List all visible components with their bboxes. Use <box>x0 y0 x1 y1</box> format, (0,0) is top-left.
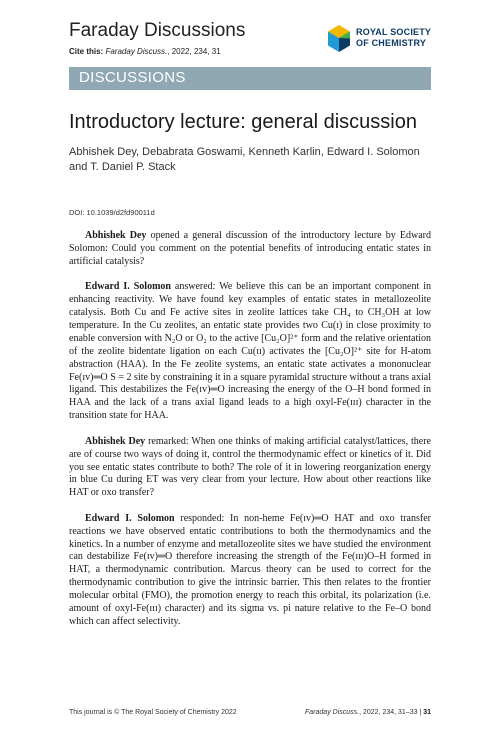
paragraph <box>69 281 431 423</box>
journal-title: Faraday Discussions <box>69 20 246 41</box>
author-list: Abhishek Dey, Debabrata Goswami, Kenneth Karlin, Edward I. Solomon and T. Daniel P. Stack <box>69 146 420 173</box>
speaker-name: Abhishek Dey <box>85 435 146 447</box>
paragraph-text: answered: We believe this can be an important component in enhancing reactivity. We have found key examples of entatic states in metallozeolite catalysis. Both Cu and Fe active sites in zeolite lattices take CH₄ to CH₃OH at low temperature. In the Cu zeolites, an entatic state provides two Cu(ɪ) in close proximity to enable conversion with N₂O or O₂ to the active [Cu₂O]²⁺ form and the relative orientation of the zeolite bidentate ligation on each Cu(ɪɪ) activates the [Cu₂O]²⁺ site for H-atom abstraction (HAA). In the Fe zeolite systems, an entatic state activates a mononuclear Fe(ɪᴠ)═O S = 2 site by constraining it in a square pyramidal structure without a trans axial ligand. This destabilizes the Fe(ɪᴠ)═O increasing the energy of the O–H bond formed in HAA and the lack of a trans axial ligand leads to a high oxyl-Fe(ɪɪɪ) character in the transition state for HAA. <box>69 281 431 422</box>
footer-journal: Faraday Discuss. <box>305 709 360 716</box>
logo-line-1: ROYAL SOCIETY <box>356 27 432 37</box>
speaker-name: Abhishek Dey <box>85 230 147 241</box>
banner-label: DISCUSSIONS <box>79 69 186 86</box>
cite-journal: Faraday Discuss. <box>105 47 168 56</box>
cite-details: , 2022, 234, 31 <box>167 47 221 56</box>
doi-link[interactable]: DOI: 10.1039/d2fd90011d <box>69 208 155 217</box>
article-title: Introductory lecture: general discussion <box>69 111 417 133</box>
logo-line-2: OF CHEMISTRY <box>356 38 427 48</box>
cite-label: Cite this: <box>69 47 104 56</box>
paragraph <box>69 513 431 629</box>
section-banner <box>69 67 431 90</box>
paragraph-text: responded: In non-heme Fe(ɪᴠ)═O HAT and oxo transfer reactions we have observed entatic contributions to both the thermodynamics and the kinetics. In a number of enzyme and metallozeolite sites we have studied the environment can destabilize Fe(ɪᴠ)═O therefore increasing the strength of the Fe(ɪɪɪ)O–H formed in HAT, a thermodynamic contribution. Marcus theory can be used to correct for the thermodynamic contribution to give the intrinsic barrier. This then relates to the frontier molecular orbital (FMO), the promotion energy to reach this orbital, its polarization (i.e. amount of oxyl-Fe(ɪɪɪ) character) and its sigma vs. pi nature relative to the Fe–O bond which can affect selectivity. <box>69 512 431 627</box>
speaker-name: Edward I. Solomon <box>85 281 171 293</box>
paragraph-text: remarked: When one thinks of making artificial catalyst/lattices, there are of course two ways of doing it, control the thermodynamic effect or kinetics of it. Did you see entatic states contribute to both? The role of it in lowering reorganization energy in blue Cu during ET was very clear from your lecture. How about other reactions like HAT or oxo transfer? <box>69 435 431 499</box>
rsc-logo[interactable] <box>326 24 442 54</box>
citation-line <box>69 47 221 56</box>
paragraph <box>69 436 431 501</box>
page-number: 31 <box>423 709 431 716</box>
rsc-hexagon-logo-icon <box>326 24 352 54</box>
paragraph-text: opened a general discussion of the introductory lecture by Edward Solomon: Could you comment on the potential benefits of introducing entatic states in artificial catalysis? <box>69 230 431 267</box>
paragraph <box>69 230 431 269</box>
footer-details: , 2022, 234, 31–33 | <box>359 709 422 716</box>
copyright-notice: This journal is © The Royal Society of Chemistry 2022 <box>69 709 237 716</box>
article-body <box>69 230 431 641</box>
footer-citation <box>305 709 431 716</box>
speaker-name: Edward I. Solomon <box>85 512 175 524</box>
